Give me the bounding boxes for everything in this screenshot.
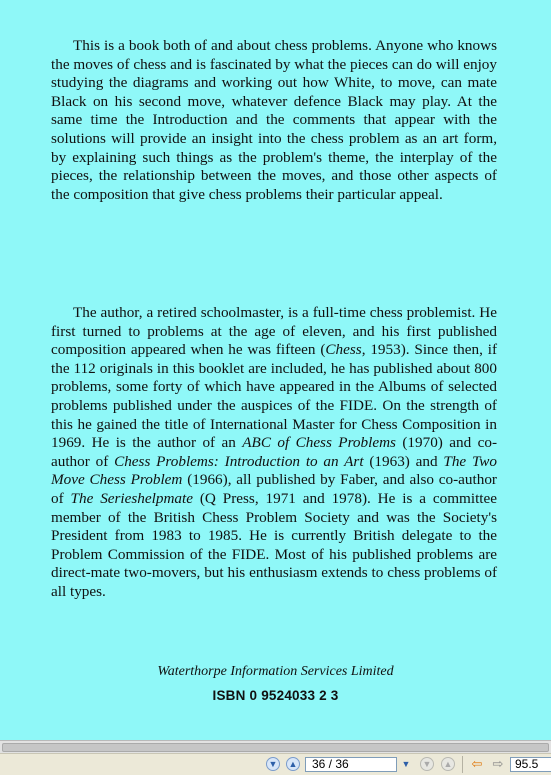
- paragraph-description-text: This is a book both of and about chess problems. Anyone who knows the moves of chess and is fascinated by what the pieces can do will enjoy studying the diagrams and working out how White, to move, can mate Black on his second move, whatever defence Black may play. At the same time the Introduction and the comments that appear with the solutions will provide an insight into the chess problem as an art form, by explaining such things as the problem's theme, the interplay of the pieces, the relationship between the moves, and those other aspects of the composition that give chess problems their particular appeal.: [51, 37, 497, 203]
- scroll-up-disabled-icon[interactable]: ▲: [441, 757, 455, 771]
- bio-text-2: , 1953). Since then, if the 112 originals in this booklet are included, he has published about 800 problems, some forty of which have appeared in the Albums of selected problems published under the auspices of the FIDE. On the strength of this he gained the title of International Master for Chess Composition in 1969. He is the author of an: [51, 341, 497, 452]
- bio-title-serieshelpmate: The Serieshelpmate: [70, 489, 193, 507]
- zoom-level-field[interactable]: 95.5: [510, 757, 551, 772]
- bio-title-twomove: The Two Move Chess Problem: [51, 452, 498, 489]
- previous-page-up-icon[interactable]: ▲: [286, 757, 300, 771]
- paragraph-description: [51, 37, 497, 204]
- bio-text-5: (1966), all published by Faber, and also co-author of: [51, 471, 497, 507]
- forward-arrow-icon[interactable]: ⇨: [492, 756, 504, 771]
- bio-title-abc: ABC of Chess Problems: [242, 434, 396, 452]
- horizontal-scrollbar[interactable]: [0, 740, 551, 753]
- back-arrow-icon[interactable]: ⇦: [471, 756, 483, 771]
- toolbar-separator: [462, 756, 463, 773]
- isbn-number: ISBN 0 9524033 2 3: [212, 688, 339, 703]
- page-number-field[interactable]: 36 / 36: [305, 757, 397, 772]
- bio-text-6: (Q Press, 1971 and 1978). He is a committee member of the British Chess Problem Society and was the Society's President from 1983 to 1985. He is currently British delegate to the Problem Commission of the FIDE. Most of his published problems are direct-mate two-movers, but his enthusiasm extends to chess problems of all types.: [51, 489, 497, 600]
- publisher-name: Waterthorpe Information Services Limited: [157, 664, 394, 679]
- bio-text-4: (1963) and: [363, 452, 444, 470]
- viewer-toolbar: [0, 753, 551, 775]
- bio-text-3: (1970) and co-author of: [51, 434, 498, 470]
- page-dropdown-icon[interactable]: ▼: [401, 759, 411, 769]
- scroll-down-disabled-icon[interactable]: ▼: [420, 757, 434, 771]
- scrollbar-thumb[interactable]: [2, 743, 549, 752]
- bio-title-intro: Chess Problems: Introduction to an Art: [114, 452, 364, 470]
- bio-text-1: The author, a retired schoolmaster, is a full-time chess problemist. He first turned to problems at the age of eleven, and his first published composition appeared when he was fifteen (: [51, 304, 497, 359]
- bio-title-chess: Chess: [325, 341, 362, 359]
- paragraph-author-bio: [51, 304, 497, 602]
- next-page-down-icon[interactable]: ▼: [266, 757, 280, 771]
